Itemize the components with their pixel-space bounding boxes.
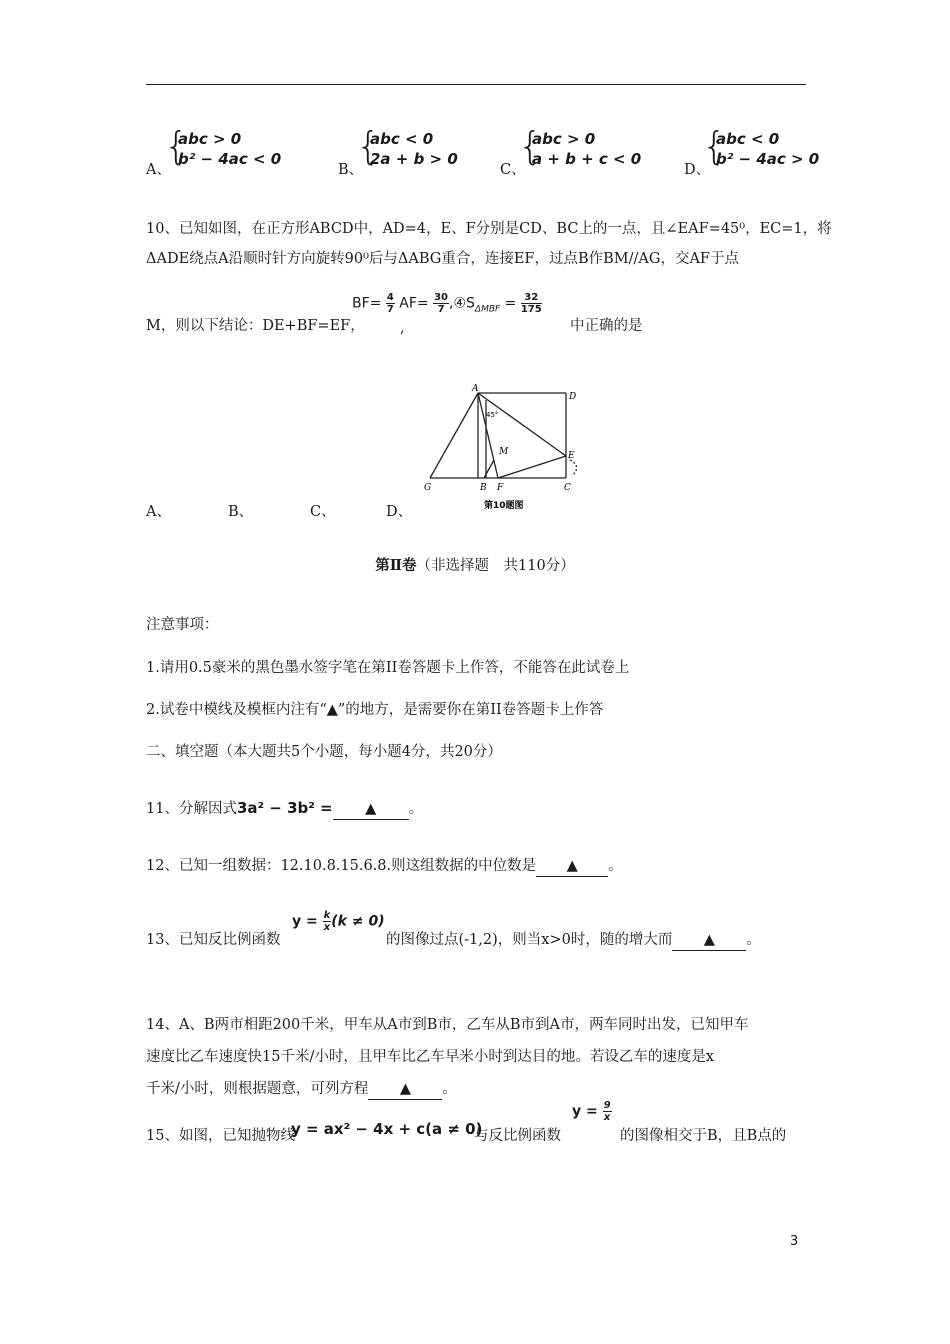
q13-y: y = [292,913,318,930]
q10-option: A、 [146,504,171,520]
q15-text: 15、如图，已知抛物线 [146,1128,295,1144]
q9-option-label: C、 [500,162,526,178]
section-2-heading: 二、填空题（本大题共5个小题，每小题4分，共20分） [146,744,502,760]
q9-option-line2: 2a + b > 0 [370,150,458,168]
q9-option-line2: b² − 4ac > 0 [716,150,820,168]
brace-icon: { [702,124,727,168]
q15-parabola: y = ax² − 4x + c(a ≠ 0) [291,1120,483,1138]
part2-title-rest: （非选择题 共110分） [416,558,575,574]
q15-fraction: $\frac{9}{x}$ [603,1100,611,1123]
note-2: 2.试卷中模线及模框内注有“▲”的地方，是需要你在第II卷答题卡上作答 [146,702,604,718]
q9-option-line2: b² − 4ac < 0 [178,150,282,168]
brace-icon: { [518,124,543,168]
s-eq: = [504,295,517,312]
q10-figure [420,380,600,515]
q9-option-system [702,124,852,174]
header-rule [146,84,806,85]
q10-line3-pre: M，则以下结论：DE+BF=EF， [146,318,365,334]
label-A: A [472,384,479,394]
q9-option-line2: a + b + c < 0 [532,150,642,168]
q10-comma: , [400,320,405,336]
page-number: 3 [790,1234,799,1249]
q11 [146,798,423,820]
angle-label: 45° [486,411,499,419]
brace-icon: { [356,124,381,168]
q14-blank[interactable]: ▲ [368,1079,442,1100]
q11-text: 11、分解因式 [146,801,237,817]
q10-option: D、 [386,504,413,520]
q9-option-line1: abc > 0 [532,130,596,148]
q9-option-label: D、 [684,162,711,178]
label-E: E [568,451,575,461]
bf-label: BF= [352,295,382,312]
label-D: D [569,392,577,402]
q10-line1: 10、已知如图，在正方形ABCD中，AD=4，E、F分别是CD、BC上的一点，且∠EAF=45⁰，EC=1，将 [146,221,832,237]
figure-caption: 第10题图 [484,501,524,511]
af-fraction: $\frac{30}{7}$ [434,292,449,315]
q14-post: 。 [442,1081,457,1097]
q10-line3-post: 中正确的是 [570,318,643,334]
notes-title: 注意事项： [146,617,219,633]
q9-option-label: A、 [146,162,171,178]
label-M: M [499,447,509,457]
af-label: AF= [399,295,429,312]
s-label: ,④S [449,295,475,312]
note-1: 1.请用0.5豪米的黑色墨水签字笔在第II卷答题卡上作答，不能答在此试卷上 [146,660,630,676]
q13-cond: (k ≠ 0) [331,913,385,930]
q14-line2: 速度比乙车速度快15千米/小时，且甲车比乙车早米小时到达目的地。若设乙车的速度是x [146,1049,715,1065]
q12-blank[interactable]: ▲ [536,856,608,877]
q11-post: 。 [408,801,424,817]
q11-expr: 3a² − 3b² = [236,799,333,817]
label-B: B [480,483,487,493]
q9-option-line1: abc < 0 [716,130,780,148]
q10-option: C、 [310,504,336,520]
q14-line1: 14、A、B两市相距200千米，甲车从A市到B市，乙车从B市到A市，两车同时出发，已知甲车 [146,1017,749,1033]
s-sub: ΔMBF [474,304,501,315]
q15-function [572,1100,612,1123]
q9-option-line1: abc > 0 [178,130,242,148]
q14-line3-pre: 千米/小时，则根据题意，可列方程 [146,1081,369,1097]
q9-option-label: B、 [338,162,364,178]
q13-text: 13、已知反比例函数 [146,932,281,948]
q13-post: 。 [746,932,761,948]
q12-post: 。 [608,858,623,874]
q9-option-system [164,124,314,174]
q10-line2: ΔADE绕点A沿顺时针方向旋转90⁰后与ΔABG重合，连接EF，过点B作BM//AG，交AF于点 [146,251,739,267]
q13-function [292,910,385,933]
q9-option-system [518,124,668,174]
q15-mid: 与反比例函数 [474,1128,561,1144]
q9-option-system [356,124,506,174]
q10-option: B、 [228,504,254,520]
label-G: G [424,483,432,493]
q10-formula [352,292,542,315]
s-fraction: $\frac{32}{175}$ [520,292,542,315]
q15-post: 的图像相交于B，且B点的 [620,1128,787,1144]
q13-fraction: $\frac{k}{x}$ [323,910,331,933]
q12 [146,856,623,877]
q12-text: 12、已知一组数据：12.10.8.15.6.8.则这组数据的中位数是 [146,858,537,874]
label-F: F [497,483,504,493]
part2-title-bold: 第Ⅱ卷 [375,557,417,574]
q13-blank[interactable]: ▲ [672,930,746,951]
bf-fraction: $\frac{4}{7}$ [386,292,394,315]
q13-mid: 的图像过点(-1,2)，则当x>0时，随的增大而 [386,932,673,948]
q13-rest [386,930,761,951]
q14-line3 [146,1079,457,1100]
brace-icon: { [164,124,189,168]
q9-option-line1: abc < 0 [370,130,434,148]
label-C: C [564,483,571,493]
part2-title [0,556,950,576]
q11-blank[interactable]: ▲ [333,799,409,820]
q15-y: y = [572,1103,598,1120]
